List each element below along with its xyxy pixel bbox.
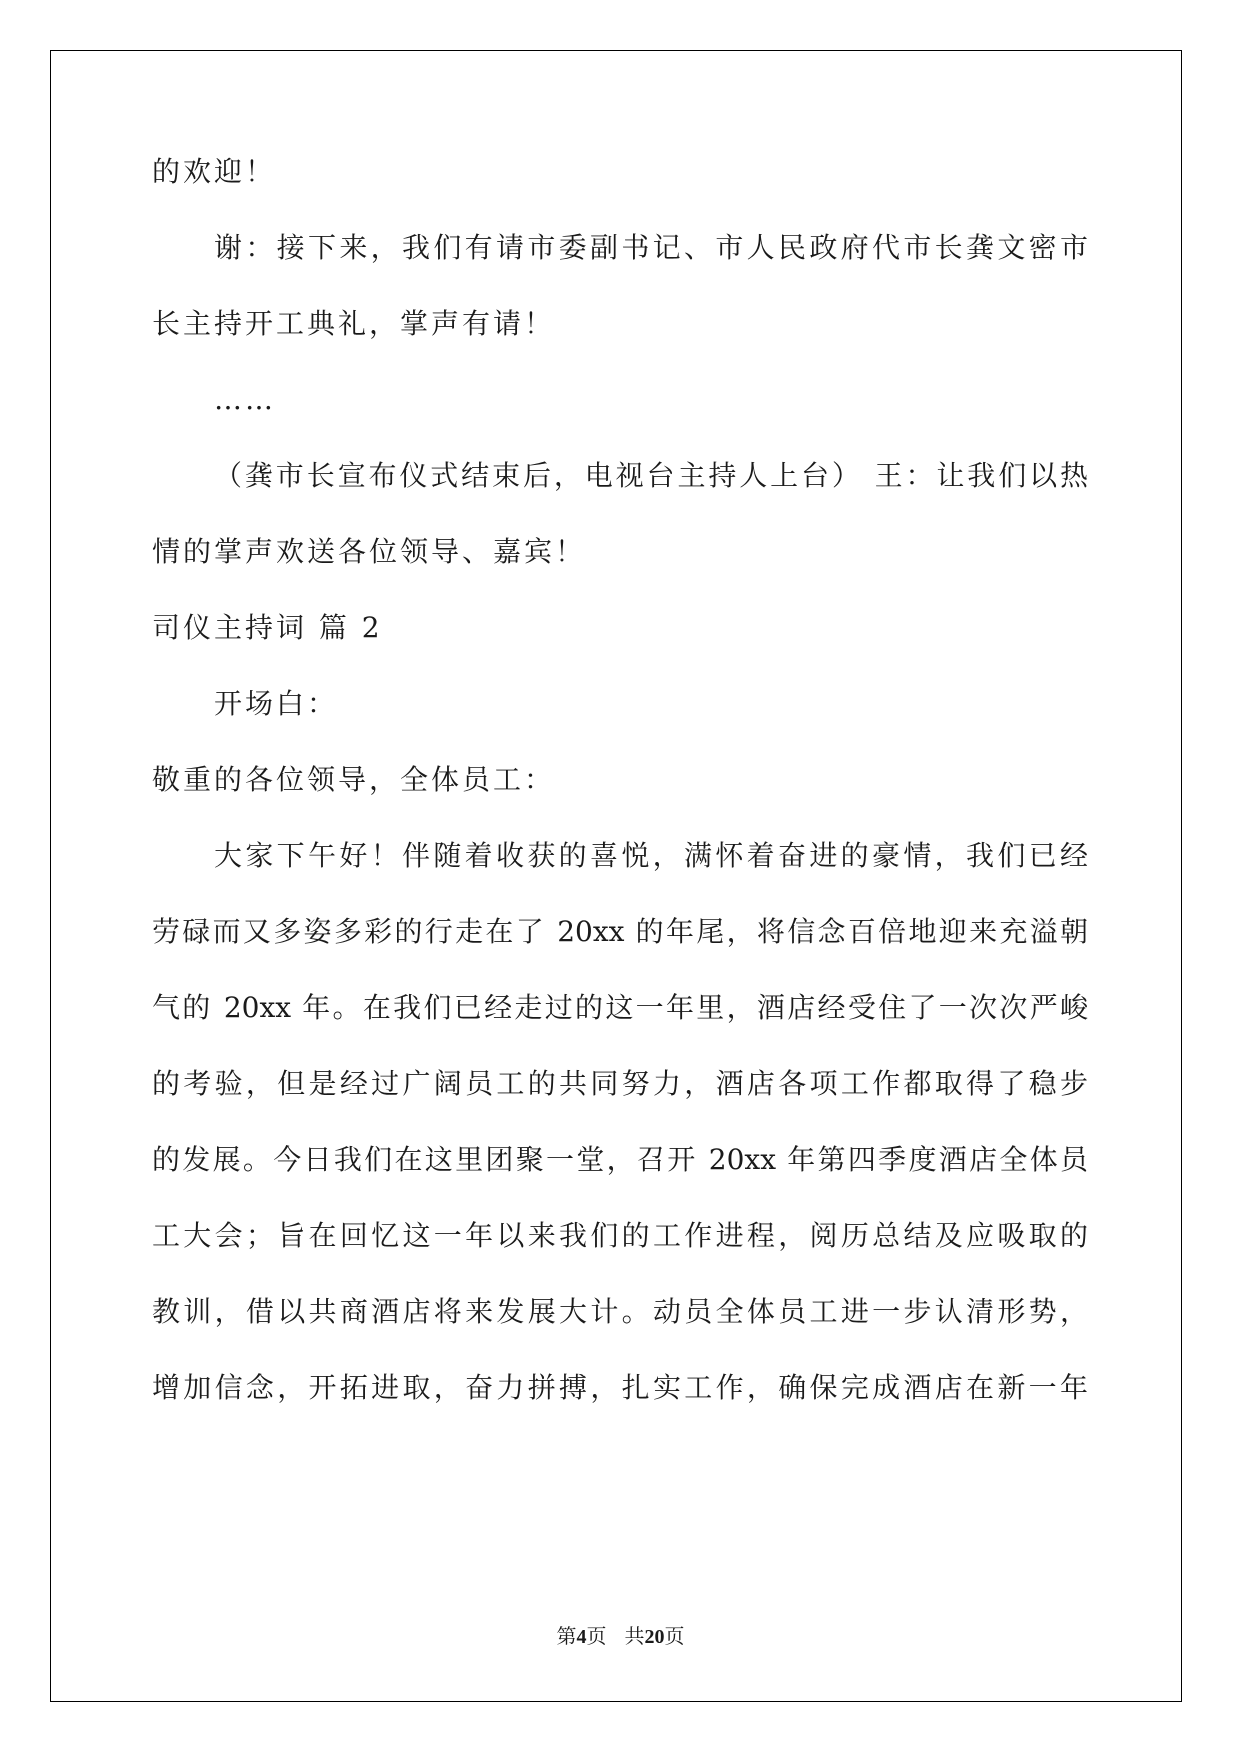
page-suffix: 页 — [586, 1626, 607, 1648]
paragraph-line: 工大会；旨在回忆这一年以来我们的工作进程，阅历总结及应吸取的 — [152, 1219, 1088, 1252]
paragraph-line: 的考验，但是经过广阔员工的共同努力，酒店各项工作都取得了稳步 — [152, 1067, 1088, 1100]
paragraph-line: 劳碌而又多姿多彩的行走在了 20xx 的年尾，将信念百倍地迎来充溢朝 — [152, 915, 1088, 948]
paragraph-line: 教训，借以共商酒店将来发展大计。动员全体员工进一步认清形势， — [152, 1295, 1088, 1328]
paragraph-line: 开场白： — [214, 687, 339, 720]
paragraph-line: 增加信念，开拓进取，奋力拼搏，扎实工作，确保完成酒店在新一年 — [152, 1371, 1088, 1404]
page-prefix: 第 — [556, 1626, 577, 1648]
paragraph-line: 的欢迎！ — [152, 155, 277, 188]
page-total: 20 — [644, 1626, 665, 1648]
paragraph-line: 敬重的各位领导，全体员工： — [152, 763, 556, 796]
total-prefix: 共 — [624, 1626, 645, 1648]
page-border — [50, 50, 1182, 1702]
section-heading: 司仪主持词 篇 2 — [152, 611, 383, 644]
paragraph-line: （龚市长宣布仪式结束后，电视台主持人上台） 王：让我们以热 — [214, 459, 1088, 492]
paragraph-line: 情的掌声欢送各位领导、嘉宾！ — [152, 535, 587, 568]
ellipsis-line: …… — [214, 383, 276, 416]
page-footer — [0, 1620, 1241, 1649]
paragraph-line: 大家下午好！伴随着收获的喜悦，满怀着奋进的豪情，我们已经 — [214, 839, 1088, 872]
page-number: 4 — [576, 1626, 587, 1648]
paragraph-line: 的发展。今日我们在这里团聚一堂，召开 20xx 年第四季度酒店全体员 — [152, 1143, 1088, 1176]
paragraph-line: 气的 20xx 年。在我们已经走过的这一年里，酒店经受住了一次次严峻 — [152, 991, 1088, 1024]
paragraph-line: 谢：接下来，我们有请市委副书记、市人民政府代市长龚文密市 — [214, 231, 1088, 264]
total-suffix: 页 — [664, 1626, 685, 1648]
paragraph-line: 长主持开工典礼，掌声有请！ — [152, 307, 556, 340]
